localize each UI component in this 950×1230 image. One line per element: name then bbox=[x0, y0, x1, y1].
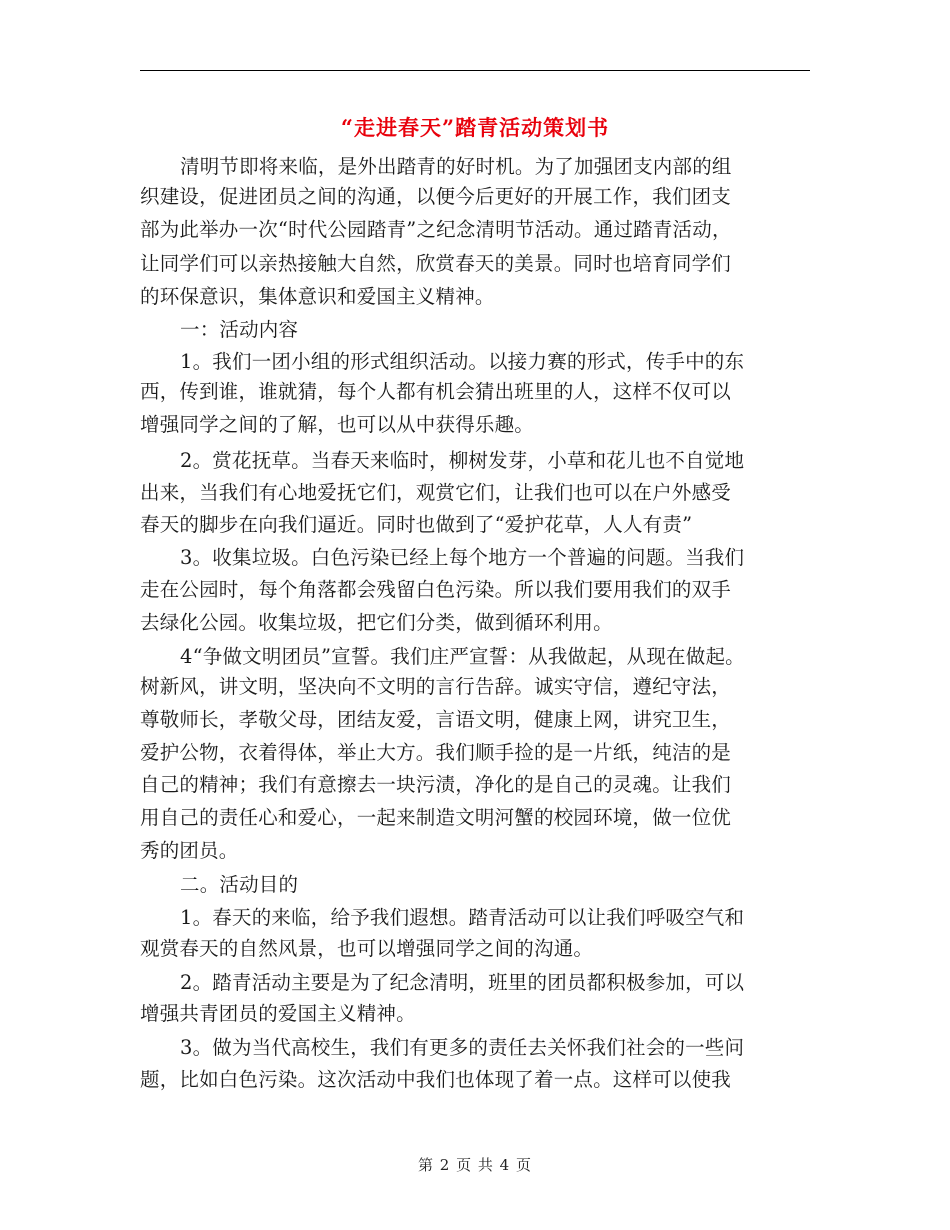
text-line: 织建设，促进团员之间的沟通，以便今后更好的开展工作，我们团支 bbox=[140, 185, 732, 208]
section-heading: 二。活动目的 bbox=[180, 873, 299, 896]
text-line: 树新风，讲文明，坚决向不文明的言行告辞。诚实守信，遵纪守法， bbox=[140, 675, 732, 698]
text-line: 西，传到谁，谁就猜，每个人都有机会猜出班里的人，这样不仅可以 bbox=[140, 380, 732, 403]
text-line: 清明节即将来临，是外出踏青的好时机。为了加强团支内部的组 bbox=[180, 155, 732, 178]
page-number: 第 2 页 共 4 页 bbox=[418, 1156, 532, 1174]
text-line: 3。收集垃圾。白色污染已经上每个地方一个普遍的问题。当我们 bbox=[180, 546, 745, 569]
text-line: 的环保意识，集体意识和爱国主义精神。 bbox=[140, 285, 495, 308]
text-line: 去绿化公园。收集垃圾，把它们分类，做到循环利用。 bbox=[140, 611, 613, 634]
text-line: 尊敬师长，孝敬父母，团结友爱，言语文明，健康上网，讲究卫生， bbox=[140, 708, 732, 731]
text-line: 秀的团员。 bbox=[140, 839, 239, 862]
text-line: 让同学们可以亲热接触大自然，欣赏春天的美景。同时也培育同学们 bbox=[140, 252, 732, 275]
text-line: 2。赏花抚草。当春天来临时，柳树发芽，小草和花儿也不自觉地 bbox=[180, 449, 745, 472]
text-line: 1。春天的来临，给予我们遐想。踏青活动可以让我们呼吸空气和 bbox=[180, 906, 745, 929]
text-line: 出来，当我们有心地爱抚它们，观赏它们，让我们也可以在户外感受 bbox=[140, 481, 732, 504]
section-heading: 一：活动内容 bbox=[180, 318, 299, 341]
text-line: 自己的精神；我们有意擦去一块污渍，净化的是自己的灵魂。让我们 bbox=[140, 773, 732, 796]
text-line: 观赏春天的自然风景，也可以增强同学之间的沟通。 bbox=[140, 937, 594, 960]
document-title: “走进春天”踏青活动策划书 bbox=[340, 115, 610, 140]
text-line: 1。我们一团小组的形式组织活动。以接力赛的形式，传手中的东 bbox=[180, 350, 745, 373]
text-line: 部为此举办一次“时代公园踏青”之纪念清明节活动。通过踏青活动， bbox=[140, 218, 732, 241]
text-line: 走在公园时，每个角落都会残留白色污染。所以我们要用我们的双手 bbox=[140, 578, 732, 601]
text-line: 增强同学之间的了解，也可以从中获得乐趣。 bbox=[140, 413, 535, 436]
text-line: 4“争做文明团员”宣誓。我们庄严宣誓：从我做起，从现在做起。 bbox=[180, 645, 745, 668]
header-rule bbox=[140, 70, 810, 71]
text-line: 3。做为当代高校生，我们有更多的责任去关怀我们社会的一些问 bbox=[180, 1036, 745, 1059]
text-line: 2。踏青活动主要是为了纪念清明，班里的团员都积极参加，可以 bbox=[180, 971, 745, 994]
text-line: 爱护公物，衣着得体，举止大方。我们顺手捡的是一片纸，纯洁的是 bbox=[140, 741, 732, 764]
text-line: 题，比如白色污染。这次活动中我们也体现了着一点。这样可以使我 bbox=[140, 1068, 732, 1091]
text-line: 用自己的责任心和爱心，一起来制造文明河蟹的校园环境，做一位优 bbox=[140, 806, 732, 829]
text-line: 增强共青团员的爱国主义精神。 bbox=[140, 1002, 416, 1025]
text-line: 春天的脚步在向我们逼近。同时也做到了“爱护花草，人人有责” bbox=[140, 513, 693, 536]
